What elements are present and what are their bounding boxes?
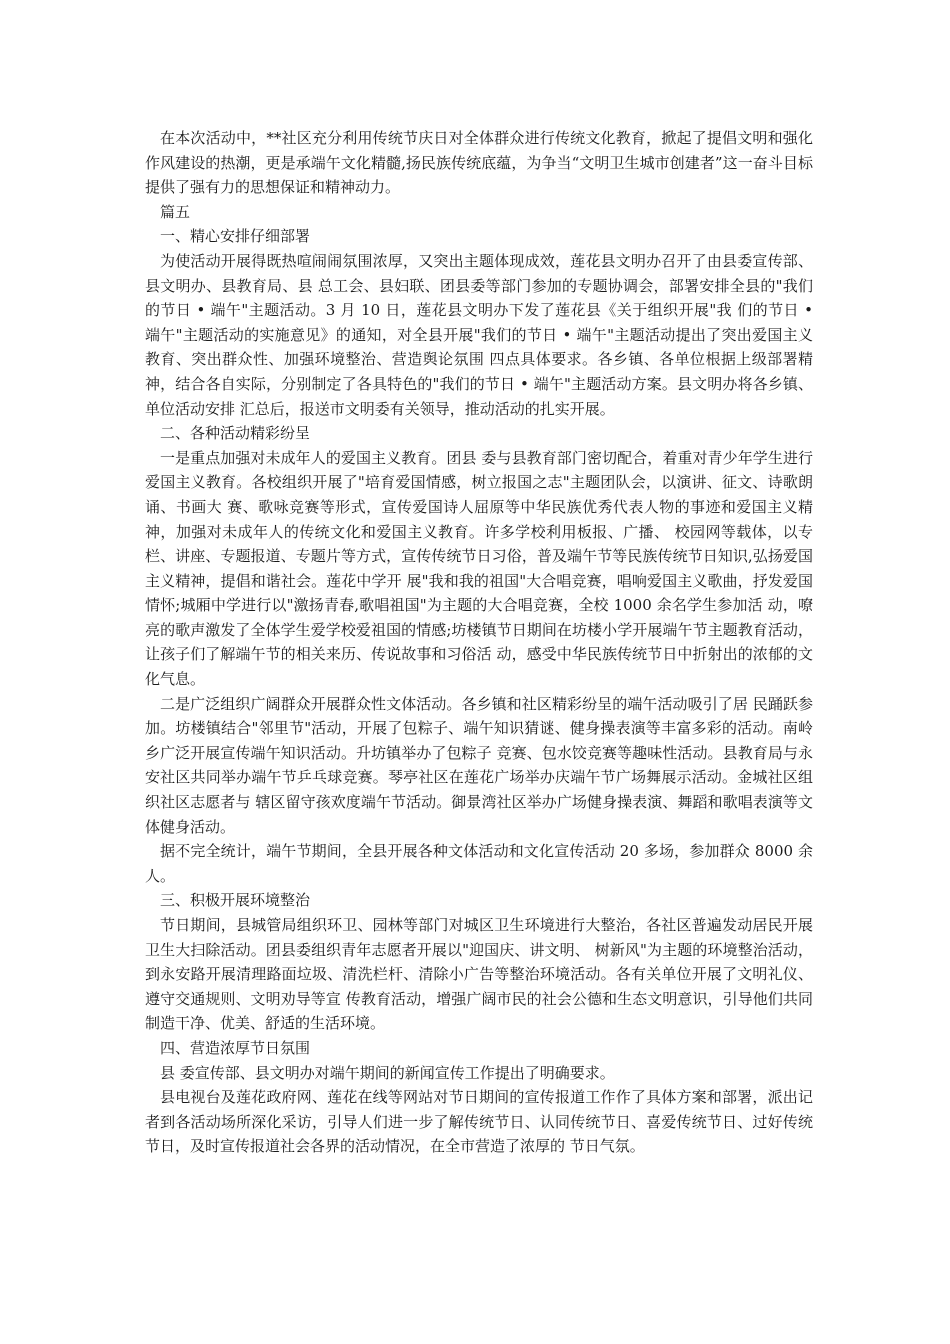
section-heading-4: 四、营造浓厚节日氛围 — [160, 1038, 311, 1057]
section-3-paragraph: 节日期间，县城管局组织环卫、园林等部门对城区卫生环境进行大整治，各社区普遍发动居民开展卫生大扫除活动。团县委组织青年志愿者开展以"迎国庆、讲文明、 树新风"为主题的环境整治活动，到永安路开展清理路面垃圾、清洗栏杆、清除小广告等整治环境活动。各有关单位开展了文明礼仪、遵守交通规则、文明劝导等宣 传教育活动，增强广阔市民的社会公德和生态文明意识，引导他们共同制造干净、优美、舒适的生活环境。 — [145, 916, 813, 1033]
section-2-paragraph-3: 据不完全统计，端午节期间，全县开展各种文体活动和文化宣传活动 20 多场，参加群众 8000 余人。 — [145, 842, 813, 885]
section-4-paragraph-2: 县电视台及莲花政府网、莲花在线等网站对节日期间的宣传报道工作作了具体方案和部署，派出记 者到各活动场所深化采访，引导人们进一步了解传统节日、认同传统节日、喜爱传统节日、过好传统节日，及时宣传报道社会各界的活动情况，在全市营造了浓厚的 节日气氛。 — [145, 1088, 813, 1156]
section-2-paragraph-1: 一是重点加强对未成年人的爱国主义教育。团县 委与县教育部门密切配合，着重对青少年学生进行爱国主义教育。各校组织开展了"培育爱国情感，树立报国之志"主题团队会，以演讲、征文、诗歌朗诵、书画大 赛、歌咏竞赛等形式，宣传爱国诗人屈原等中华民族优秀代表人物的事迹和爱国主义精神，加强对未成年人的传统文化和爱国主义教育。许多学校利用板报、广播、 校园网等载体，以专栏、讲座、专题报道、专题片等方式，宣传传统节日习俗，普及端午节等民族传统节日知识,弘扬爱国主义精神，提倡和谐社会。莲花中学开 展"我和我的祖国"大合唱竞赛，唱响爱国主义歌曲，抒发爱国情怀;城厢中学进行以"激扬青春,歌唱祖国"为主题的大合唱竞赛，全校 1000 余名学生参加活 动，嘹亮的歌声激发了全体学生爱学校爱祖国的情感;坊楼镇节日期间在坊楼小学开展端午节主题教育活动，让孩子们了解端午节的相关来历、传说故事和习俗活 动，感受中华民族传统节日中折射出的浓郁的文化气息。 — [145, 448, 813, 689]
section-1-paragraph: 为使活动开展得既热喧闹闹氛围浓厚，又突出主题体现成效，莲花县文明办召开了由县委宣传部、县文明办、县教育局、县 总工会、县妇联、团县委等部门参加的专题协调会，部署安排全县的"我们的节日 • 端午"主题活动。3 月 10 日，莲花县文明办下发了莲花县《关于组织开展"我 们的节日 • 端午"主题活动的实施意见》的通知，对全县开展"我们的节日 • 端午"主题活动提出了突出爱国主义教育、突出群众性、加强环境整治、营造舆论氛围 四点具体要求。各乡镇、各单位根据上级部署精神，结合各自实际，分别制定了各具特色的"我们的节日 • 端午"主题活动方案。县文明办将各乡镇、单位活动安排 汇总后，报送市文明委有关领导，推动活动的扎实开展。 — [145, 251, 813, 418]
intro-paragraph: 在本次活动中，**社区充分利用传统节庆日对全体群众进行传统文化教育，掀起了提倡文明和强化作风建设的热潮，更是承端午文化精髓,扬民族传统底蕴，为争当“文明卫生城市创建者”这一奋斗目标提供了强有力的思想保证和精神动力。 — [145, 129, 813, 197]
section-heading-2: 二、各种活动精彩纷呈 — [160, 424, 311, 443]
section-heading-1: 一、精心安排仔细部署 — [160, 227, 311, 246]
section-2-paragraph-2: 二是广泛组织广阔群众开展群众性文体活动。各乡镇和社区精彩纷呈的端午活动吸引了居 民踊跃参加。坊楼镇结合"邻里节"活动，开展了包粽子、端午知识猜谜、健身操表演等丰富多彩的活动。南岭乡广泛开展宣传端午知识活动。升坊镇举办了包粽子 竞赛、包水饺竞赛等趣味性活动。县教育局与永安社区共同举办端午节乒乓球竞赛。琴亭社区在莲花广场举办庆端午节广场舞展示活动。金城社区组织社区志愿者与 辖区留守孩欢度端午节活动。御景湾社区举办广场健身操表演、舞蹈和歌唱表演等文体健身活动。 — [145, 694, 813, 836]
document-body — [145, 126, 813, 1159]
section-heading-3: 三、积极开展环境整治 — [160, 891, 311, 910]
section-4-paragraph-1: 县 委宣传部、县文明办对端午期间的新闻宣传工作提出了明确要求。 — [160, 1063, 615, 1082]
chapter-title: 篇五 — [160, 202, 191, 221]
